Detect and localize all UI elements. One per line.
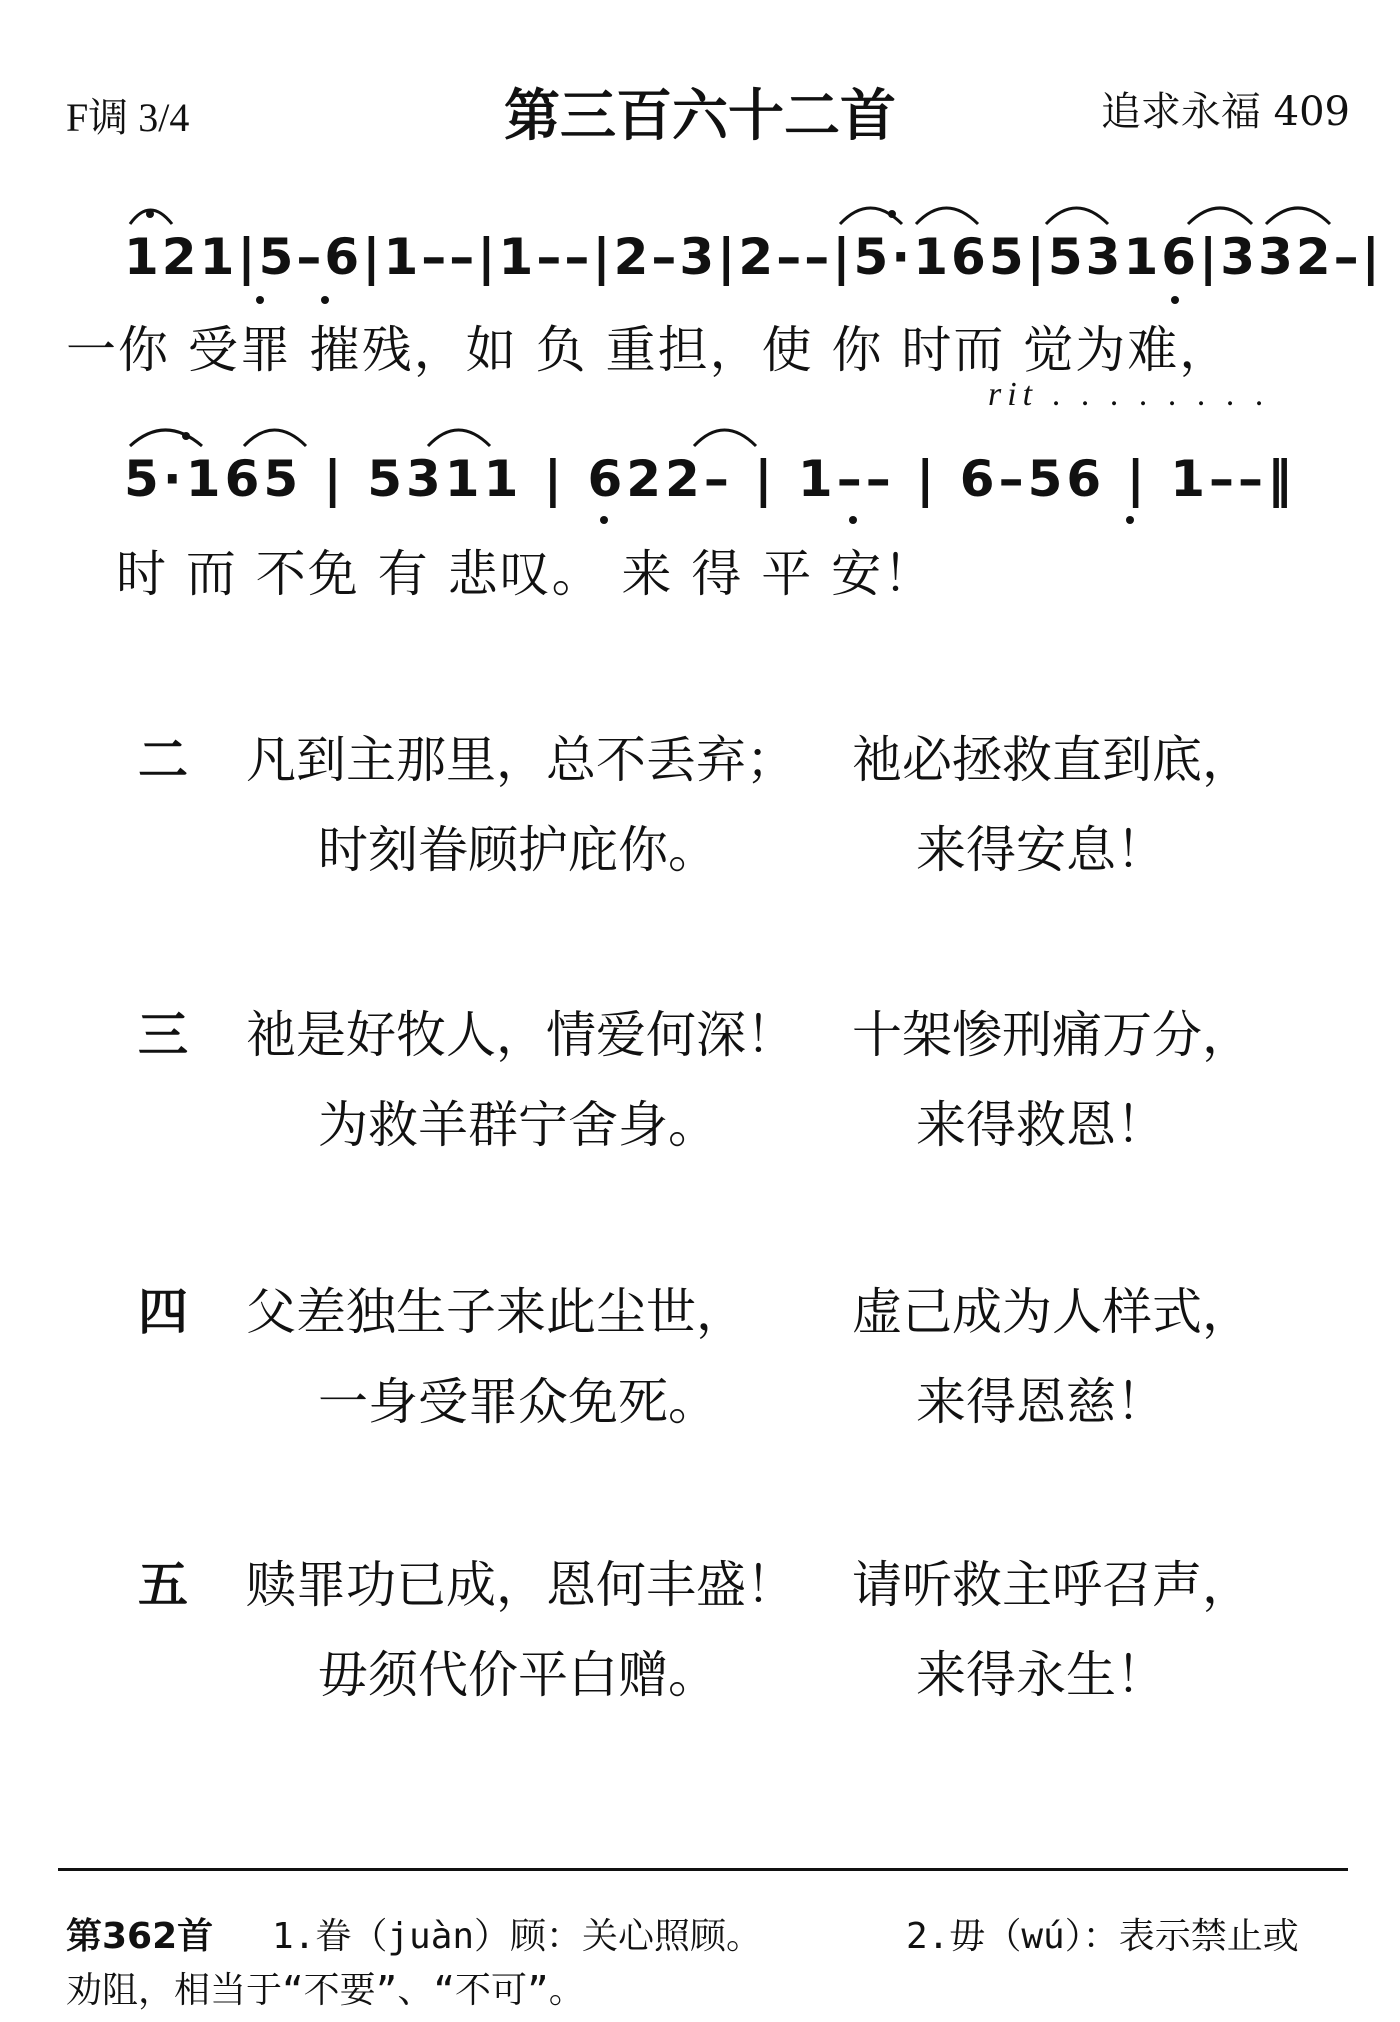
slur-mark (916, 208, 978, 224)
verse-line: 时刻眷顾护庇你。 (318, 821, 718, 879)
footnote-label: 第362首 (66, 1916, 214, 1957)
verse-line: 祂是好牧人，情爱何深！ (246, 1006, 796, 1064)
octave-dot (888, 210, 896, 218)
lyrics-row-1: 一你 受罪 摧残，如 负 重担，使 你 时而 觉为难， (66, 321, 1232, 379)
verse-line: 十架惨刑痛万分， (852, 1006, 1252, 1064)
slur-mark (428, 430, 490, 446)
slur-mark (1188, 208, 1252, 224)
octave-dot (146, 210, 154, 218)
hymn-title: 第三百六十二首 (504, 84, 896, 149)
verse-line: 凡到主那里，总不丢弃； (246, 731, 796, 789)
verse-refrain: 来得恩慈！ (916, 1373, 1166, 1431)
verse-line: 为救羊群宁舍身。 (318, 1096, 718, 1154)
verse-number: 五 (138, 1556, 188, 1614)
slur-mark (1266, 208, 1330, 224)
verse-refrain: 来得安息！ (916, 821, 1166, 879)
ritardando-mark: rit . . . . . . . . (988, 376, 1271, 413)
octave-dot (182, 432, 190, 440)
octave-dot (849, 516, 857, 524)
footnote-2-continued: 劝阻，相当于“不要”、“不可”。 (66, 1970, 585, 2011)
octave-dot (256, 296, 264, 304)
verse-number: 二 (138, 731, 188, 789)
verse-line: 虚己成为人样式， (852, 1283, 1252, 1341)
slur-mark (694, 430, 756, 446)
verse-line: 赎罪功已成，恩何丰盛！ (246, 1556, 796, 1614)
verse-number: 四 (138, 1283, 188, 1341)
octave-dot (1126, 516, 1134, 524)
notation-row-1: 121|5–6|1––|1––|2–3|2––|5·165|5316|332–| (124, 228, 1383, 286)
octave-dot (1171, 296, 1179, 304)
verse-line: 一身受罪众免死。 (318, 1373, 718, 1431)
verse-line: 父差独生子来此尘世， (246, 1283, 746, 1341)
key-signature: F调 3/4 (66, 95, 190, 140)
verse-line: 毋须代价平白赠。 (318, 1646, 718, 1704)
slur-mark (244, 430, 306, 446)
slur-mark (1046, 208, 1108, 224)
footnote-1: 1.眷（juàn）顾：关心照顾。 (272, 1916, 763, 1957)
octave-dot (321, 296, 329, 304)
verse-number: 三 (138, 1006, 188, 1064)
slur-mark (130, 430, 202, 446)
footnote-2: 2.毋（wú）：表示禁止或 (906, 1916, 1299, 1957)
verse-line: 请听救主呼召声， (852, 1556, 1252, 1614)
octave-dot (600, 516, 608, 524)
verse-refrain: 来得救恩！ (916, 1096, 1166, 1154)
source-reference: 追求永福 409 (1100, 89, 1350, 135)
lyrics-row-2: 时 而 不免 有 悲叹。 来 得 平 安！ (116, 545, 936, 603)
footnote-divider (58, 1868, 1348, 1871)
verse-line: 祂必拯救直到底， (852, 731, 1252, 789)
verse-refrain: 来得永生！ (916, 1646, 1166, 1704)
notation-row-2: 5·165 | 5311 | 622– | 1–– | 6–56 | 1––‖ (124, 450, 1297, 508)
notation-marks (0, 0, 1400, 700)
